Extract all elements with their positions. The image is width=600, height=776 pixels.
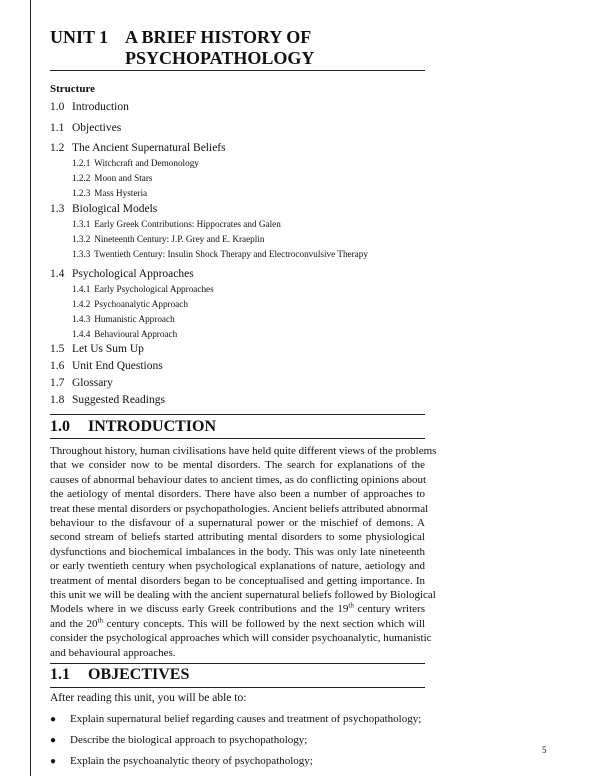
toc-subnumber: 1.3.1 [72, 219, 91, 229]
toc-subitem [72, 314, 175, 324]
toc-label: Glossary [72, 377, 113, 389]
toc-sublabel: Behavioural Approach [94, 329, 178, 339]
paragraph-line: the aetiology of mental disorders. There have also been a number of approaches to [50, 488, 425, 501]
toc-label: Unit End Questions [72, 360, 163, 372]
paragraph-line: this unit we will be dealing with the ancient supernatural beliefs followed by Biological [50, 589, 436, 602]
left-margin-rule [30, 0, 31, 776]
toc-number: 1.6 [50, 360, 65, 372]
toc-label: Let Us Sum Up [72, 343, 144, 355]
objective-bullet [50, 713, 421, 725]
toc-number: 1.2 [50, 142, 65, 154]
bullet-icon: ● [50, 714, 57, 725]
section-title: INTRODUCTION [88, 418, 217, 435]
paragraph-line: treatment of mental disorders began to be conceptualised and getting importance. In [50, 574, 425, 587]
section-rule [50, 438, 425, 439]
toc-number: 1.0 [50, 101, 65, 113]
section-title: OBJECTIVES [88, 666, 190, 683]
bullet-icon: ● [50, 735, 57, 746]
toc-item [50, 268, 194, 280]
toc-subitem [72, 158, 199, 168]
structure-label: Structure [50, 83, 96, 95]
paragraph-line: and behavioural approaches. [50, 646, 176, 659]
toc-number: 1.8 [50, 394, 65, 406]
toc-item [50, 343, 144, 355]
section-rule [50, 663, 425, 664]
section-number: 1.0 [50, 418, 70, 435]
text-run: Models where in we discuss early Greek contributions and the 19 [50, 603, 349, 616]
paragraph-line: Throughout history, human civilisations have held quite different views of the problems [50, 445, 437, 457]
paragraph-line: second stream of beliefs started attributing mental disorders to some physiological [50, 531, 425, 544]
toc-sublabel: Early Psychological Approaches [94, 284, 214, 294]
section-heading-objectives [50, 666, 189, 684]
toc-sublabel: Early Greek Contributions: Hippocrates and Galen [94, 219, 281, 229]
paragraph-line: causes of abnormal behaviour dates to ancient times, as do conflicting opinions about [50, 473, 427, 486]
toc-item [50, 142, 226, 154]
toc-sublabel: Witchcraft and Demonology [94, 158, 199, 168]
objective-bullet [50, 755, 313, 767]
toc-sublabel: Humanistic Approach [94, 314, 175, 324]
objective-bullet [50, 734, 307, 746]
toc-subnumber: 1.2.1 [72, 158, 91, 168]
bullet-text: Explain the psychoanalytic theory of psychopathology; [70, 755, 313, 767]
paragraph-line: dysfunctions and biochemical imbalances in the body. This was only late nineteenth [50, 545, 425, 558]
section-rule [50, 414, 425, 415]
toc-sublabel: Twentieth Century: Insulin Shock Therapy and Electroconvulsive Therapy [94, 249, 368, 259]
toc-subnumber: 1.3.3 [72, 249, 91, 259]
unit-number: UNIT 1 [50, 27, 109, 47]
toc-subitem [72, 249, 368, 259]
toc-subitem [72, 299, 188, 309]
bullet-icon: ● [50, 756, 57, 767]
paragraph-line: that we consider now to be mental disorders. The search for explanations of the [50, 459, 425, 472]
toc-item [50, 360, 163, 372]
toc-subitem [72, 284, 214, 294]
bullet-text: Explain supernatural belief regarding causes and treatment of psychopathology; [70, 713, 422, 725]
paragraph-line: consider the psychological approaches which will consider psychoanalytic, humanistic [50, 632, 432, 645]
toc-subnumber: 1.2.2 [72, 173, 91, 183]
toc-sublabel: Moon and Stars [94, 173, 153, 183]
toc-number: 1.1 [50, 122, 65, 134]
text-run: century writers [353, 603, 425, 616]
unit-title-line1: A BRIEF HISTORY OF [125, 27, 312, 47]
objectives-intro: After reading this unit, you will be able to: [50, 692, 247, 704]
text-run: and the 20 [50, 617, 98, 630]
toc-label: Objectives [72, 122, 122, 134]
toc-sublabel: Nineteenth Century: J.P. Grey and E. Kraeplin [94, 234, 265, 244]
paragraph-line: behaviour to the disfavour of a supernatural power or the mischief of demons. A [50, 517, 425, 530]
toc-subnumber: 1.4.2 [72, 299, 91, 309]
toc-item [50, 377, 113, 389]
toc-subnumber: 1.4.3 [72, 314, 91, 324]
toc-label: Suggested Readings [72, 394, 165, 406]
unit-title-line2: PSYCHOPATHOLOGY [125, 48, 315, 68]
superscript: th [97, 616, 103, 625]
toc-number: 1.5 [50, 343, 65, 355]
paragraph-line: treat these mental disorders or psychopathologies. Ancient beliefs attributed abnormal [50, 502, 429, 515]
toc-subnumber: 1.4.4 [72, 329, 91, 339]
page-number: 5 [542, 745, 547, 755]
heading-rule [50, 70, 425, 71]
toc-item [50, 203, 157, 215]
toc-label: Introduction [72, 101, 129, 113]
section-rule [50, 687, 425, 688]
toc-number: 1.7 [50, 377, 65, 389]
toc-sublabel: Psychoanalytic Approach [94, 299, 188, 309]
bullet-text: Describe the biological approach to psychopathology; [70, 734, 308, 746]
toc-label: The Ancient Supernatural Beliefs [72, 142, 226, 154]
toc-subnumber: 1.2.3 [72, 188, 91, 198]
introduction-paragraph [50, 444, 437, 660]
paragraph-line [50, 602, 425, 616]
section-heading-introduction [50, 418, 216, 436]
toc-label: Psychological Approaches [72, 268, 194, 280]
toc-subitem [72, 329, 177, 339]
toc-number: 1.3 [50, 203, 65, 215]
toc-subitem [72, 188, 147, 198]
toc-subitem [72, 234, 264, 244]
toc-sublabel: Mass Hysteria [94, 188, 148, 198]
toc-subitem [72, 173, 152, 183]
paragraph-line: or early twentieth century when psychological explanations of nature, aetiology and [50, 560, 425, 573]
paragraph-line [50, 617, 425, 631]
toc-item [50, 122, 121, 134]
section-number: 1.1 [50, 666, 70, 683]
toc-number: 1.4 [50, 268, 65, 280]
toc-item [50, 394, 165, 406]
toc-subitem [72, 219, 281, 229]
text-run: century concepts. This will be followed by the next section which will [103, 617, 425, 630]
superscript: th [348, 601, 354, 610]
toc-subnumber: 1.4.1 [72, 284, 91, 294]
toc-item [50, 101, 129, 113]
toc-label: Biological Models [72, 203, 158, 215]
toc-subnumber: 1.3.2 [72, 234, 91, 244]
